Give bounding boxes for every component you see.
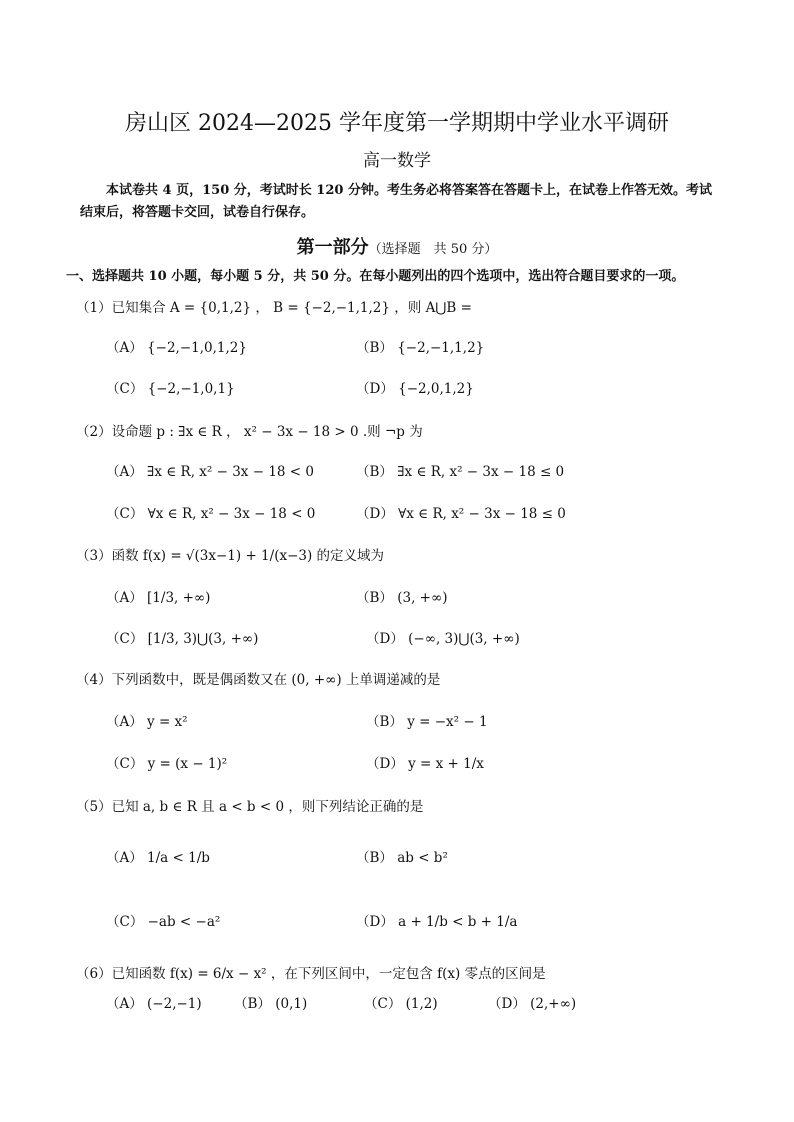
question-4-option-a: （A） y = x² xyxy=(106,714,188,730)
question-2-stem: （2）设命题 p : ∃x ∈ R ， x² − 3x − 18 > 0 .则 ¬p 为 xyxy=(76,424,423,440)
question-3-stem: （3）函数 f(x) = √(3x−1) + 1/(x−3) 的定义域为 xyxy=(76,548,385,564)
exam-notice: 本试卷共 4 页，150 分，考试时长 120 分钟。考生务必将答案答在答题卡上，在试卷上作答无效。考试结束后，将答题卡交回，试卷自行保存。 xyxy=(80,183,712,220)
question-4-option-c: （C） y = (x − 1)² xyxy=(106,756,228,772)
question-5-option-c: （C） −ab < −a² xyxy=(106,914,221,930)
question-2-option-b: （B） ∃x ∈ R, x² − 3x − 18 ≤ 0 xyxy=(356,464,565,480)
question-2-option-d: （D） ∀x ∈ R, x² − 3x − 18 ≤ 0 xyxy=(356,506,566,522)
question-4-option-b: （B） y = −x² − 1 xyxy=(366,714,488,730)
question-6-option-b: （B） (0,1) xyxy=(234,996,308,1012)
section-instructions: 一、选择题共 10 小题，每小题 5 分，共 50 分。在每小题列出的四个选项中，选出符合题目要求的一项。 xyxy=(66,269,685,284)
exam-subject: 高一数学 xyxy=(363,151,431,171)
question-6-option-a: （A） (−2,−1) xyxy=(106,996,202,1012)
part-heading-main: 第一部分 xyxy=(296,237,369,258)
part-heading-sub: （选择题 共 50 分） xyxy=(368,242,498,257)
question-1-option-a: （A） {−2,−1,0,1,2} xyxy=(106,340,247,356)
question-1-stem: （1）已知集合 A = {0,1,2} ， B = {−2,−1,1,2} ，则 A⋃B = xyxy=(76,300,472,316)
question-5-stem: （5）已知 a, b ∈ R 且 a < b < 0 ，则下列结论正确的是 xyxy=(76,799,424,815)
question-4-stem: （4）下列函数中，既是偶函数又在 (0, +∞) 上单调递减的是 xyxy=(76,672,441,688)
question-1-option-d: （D） {−2,0,1,2} xyxy=(356,381,474,397)
question-5-option-d: （D） a + 1/b < b + 1/a xyxy=(356,914,518,930)
question-2-option-a: （A） ∃x ∈ R, x² − 3x − 18 < 0 xyxy=(106,464,314,480)
question-2-option-c: （C） ∀x ∈ R, x² − 3x − 18 < 0 xyxy=(106,506,316,522)
question-1-option-c: （C） {−2,−1,0,1} xyxy=(106,381,235,397)
question-3-option-a: （A） [1/3, +∞) xyxy=(106,590,211,606)
question-5-option-a: （A） 1/a < 1/b xyxy=(106,850,210,866)
question-6-option-c: （C） (1,2) xyxy=(364,996,438,1012)
question-6-stem: （6）已知函数 f(x) = 6/x − x² ，在下列区间中，一定包含 f(x) 零点的区间是 xyxy=(76,966,546,982)
exam-title: 房山区 2024—2025 学年度第一学期期中学业水平调研 xyxy=(125,111,669,136)
question-3-option-c: （C） [1/3, 3)⋃(3, +∞) xyxy=(106,631,259,647)
question-5-option-b: （B） ab < b² xyxy=(356,850,448,866)
part-heading xyxy=(0,233,794,259)
question-4-option-d: （D） y = x + 1/x xyxy=(366,756,484,772)
question-3-option-d: （D） (−∞, 3)⋃(3, +∞) xyxy=(366,631,520,647)
question-3-option-b: （B） (3, +∞) xyxy=(356,590,448,606)
question-6-option-d: （D） (2,+∞) xyxy=(488,996,577,1012)
question-1-option-b: （B） {−2,−1,1,2} xyxy=(356,340,485,356)
